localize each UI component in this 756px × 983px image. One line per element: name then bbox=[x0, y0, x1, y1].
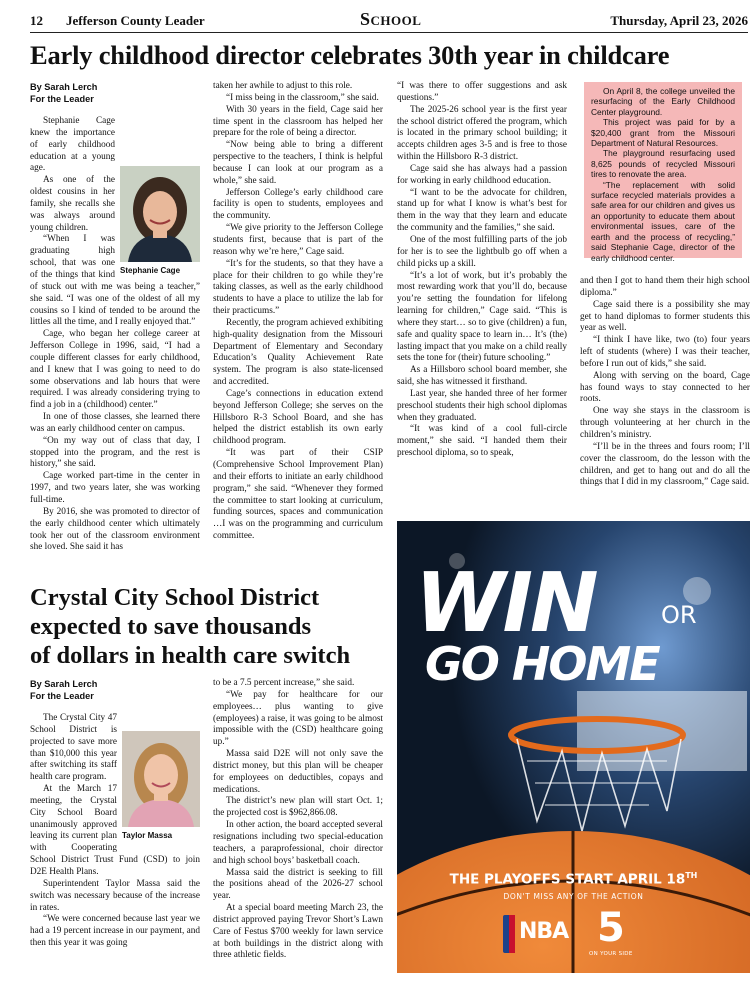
headline-line: Crystal City School District bbox=[30, 584, 320, 611]
article1-column-2 bbox=[213, 81, 383, 578]
paragraph: One of the most fulfilling parts of the job for her is to see the lightbulb go off when a child picks up a skill. bbox=[397, 234, 567, 269]
section-name: School bbox=[360, 9, 422, 29]
photo-stephanie-cage bbox=[120, 166, 200, 277]
paragraph: to be a 7.5 percent increase,” she said. bbox=[213, 678, 355, 688]
photo-taylor-massa bbox=[122, 731, 200, 842]
headline-line: expected to save thousands bbox=[30, 613, 312, 640]
article2-headline bbox=[30, 583, 390, 670]
paragraph: Cage said she has always had a passion for working in early childhood education. bbox=[397, 163, 567, 186]
paragraph: “It’s a lot of work, but it’s probably the most rewarding work that you’ll do, because you’re setting the foundation for lifelong learning for children,” Cage said. “This is where they start… so to give (children) a fun, safe and quality space to learn in… It’s (the) lasting impact that you make on a child really sets the tone for (their) future schooling.” bbox=[397, 270, 567, 364]
paragraph: The district’s new plan will start Oct. 1; the projected cost is $962,866.08. bbox=[213, 796, 383, 819]
article1-byline bbox=[30, 81, 97, 105]
ad-headline-go-home: GO HOME bbox=[425, 637, 659, 691]
channel-5-slogan: ON YOUR SIDE bbox=[589, 951, 633, 957]
issue-date: Thursday, April 23, 2026 bbox=[610, 13, 748, 28]
article2-byline bbox=[30, 678, 97, 702]
paragraph: As one of the oldest cousins in her family, she recalls she was always around young children. bbox=[30, 175, 115, 233]
photo-caption: Stephanie Cage bbox=[120, 266, 181, 275]
paragraph: and then I got to hand them their high school diploma.” bbox=[580, 276, 750, 298]
paragraph: By 2016, she was promoted to director of the early childhood center which ultimately took her out of the classroom environment she loved. She said it has bbox=[30, 506, 200, 553]
paragraph: “I was there to offer suggestions and ask questions.” bbox=[397, 81, 567, 103]
channel-5-number: 5 bbox=[597, 905, 625, 951]
paragraph: In one of those classes, she learned there was an early childhood center on campus. bbox=[30, 412, 200, 434]
sidebar-paragraph: This project was paid for by a $20,400 grant from the Missouri Department of Natural Resources. bbox=[591, 117, 735, 149]
playground-sidebar-box bbox=[584, 82, 742, 263]
paragraph: “Now being able to bring a different perspective to the teachers, I think is helpful because I can look at our program as a whole,” she said. bbox=[213, 140, 383, 186]
ad-tagline-text: THE PLAYOFFS START APRIL 18 bbox=[449, 871, 686, 888]
paragraph: “I think I have like, two (to) four years left of students (where) I was their teacher, before I run out of kids,” she said. bbox=[580, 335, 750, 369]
sidebar-paragraph: The playground resurfacing used 8,625 pounds of recycled Missouri tires to renovate the area. bbox=[591, 148, 735, 180]
paragraph: Massa said D2E will not only save the district money, but this plan will be cheaper for employees on deductibles, copays and medications. bbox=[213, 749, 383, 795]
paragraph: taken her awhile to adjust to this role. bbox=[213, 81, 353, 91]
page-folio bbox=[30, 8, 748, 33]
article2-column-2 bbox=[213, 678, 383, 975]
portrait-stephanie bbox=[120, 166, 200, 262]
article1-column-3 bbox=[397, 81, 567, 511]
paragraph: One way she stays in the classroom is through volunteering at her church in the children’s ministry. bbox=[580, 406, 750, 440]
paragraph: “I’ll be in the threes and fours room; I’ll cover the classroom, do the lesson with the children, and get to hang out and do all the things that I did in my classroom,” Cage said. bbox=[580, 441, 750, 488]
sidebar-paragraph: “The replacement with solid surface recycled materials provides a safe area for our children and gives us an opportunity to educate them about environmental issues, care of the earth and the process of recycling,” said Stephanie Cage, director of the early childhood center. bbox=[591, 179, 735, 263]
article1-column-4 bbox=[580, 276, 750, 516]
ad-tagline-sup: TH bbox=[685, 871, 698, 880]
paragraph: Cage said there is a possibility she may get to hand diplomas to former students this year as well. bbox=[580, 299, 750, 334]
paragraph: “On my way out of class that day, I stopped into the program, and the rest is history,” she said. bbox=[30, 435, 200, 470]
paper-name: Jefferson County Leader bbox=[66, 13, 205, 28]
paragraph: Cage, who began her college career at Jefferson College in 1996, said, “I had a couple different classes for early childhood, and I knew that I was going to need to do some observations and lab hours that were required. I was already considering trying to find a job in a (childhood) center.” bbox=[30, 329, 200, 411]
paragraph: “I want to be the advocate for children, stand up for what I know is what’s best for them in the way that they learn and educate the community and the families,” she said. bbox=[397, 187, 567, 234]
paragraph: Cage’s connections in education extend beyond Jefferson College; she serves on the Hillsboro R-3 School Board, and she has helped the district establish its own early childhood program. bbox=[213, 388, 383, 447]
nba-logo-mark-red bbox=[509, 915, 515, 953]
paragraph: Cage worked part-time in the center in 1997, and two years later, she was working full-time. bbox=[30, 471, 200, 505]
article2-column-1 bbox=[30, 713, 200, 975]
paragraph: Jefferson College’s early childhood care facility is open to students, employees and the community. bbox=[213, 187, 383, 222]
nba-logo bbox=[503, 915, 569, 953]
paragraph: Stephanie Cage knew the importance of early childhood education at a young age. bbox=[30, 116, 115, 174]
portrait-taylor bbox=[122, 731, 200, 827]
paragraph: Superintendent Taylor Massa said the switch was necessary because of the increase in rates. bbox=[30, 878, 200, 913]
article1-headline: Early childhood director celebrates 30th year in childcare bbox=[30, 40, 670, 70]
paragraph: At a special board meeting March 23, the district approved paying Trevor Short’s Lawn Care of Festus $700 weekly for lawn service at both buildings in the district along with three athletic fields. bbox=[213, 903, 383, 961]
headline-line: of dollars in health care switch bbox=[30, 642, 351, 669]
byline-org: For the Leader bbox=[30, 94, 94, 104]
paragraph: Recently, the program achieved exhibiting high-quality designation from the Missouri Department of Elementary and Secondary Education’s Quality Achievement Rate system. The program is also state-licensed and accredited. bbox=[213, 317, 383, 388]
nba-logo-text: NBA bbox=[519, 919, 569, 944]
ad-headline-or: OR bbox=[661, 601, 697, 629]
paragraph: “It was part of their CSIP (Comprehensive School Improvement Plan) and their efforts to initiate an early childhood program,” she said. “Whenever they formed the committee to start looking at curriculum, funding sources, spaces and communication …I was on the programming and curriculum committee. bbox=[213, 448, 383, 542]
byline-org: For the Leader bbox=[30, 691, 94, 701]
paragraph: “When I was graduating high school, that was one of the things that kind of stuck out with me was being a teacher,” she said. “I was one of the oldest of all my cousins so I kind of tended to be around the littles all the time, and I really enjoyed that.” bbox=[30, 234, 200, 328]
paragraph: Massa said the district is seeking to fill the positions ahead of the 2026-27 school year. bbox=[213, 867, 383, 902]
byline-author: By Sarah Lerch bbox=[30, 82, 98, 92]
ad-subline: DON'T MISS ANY OF THE ACTION bbox=[503, 892, 644, 901]
paragraph: “We give priority to the Jefferson College students first, because that is part of the reason why we’re here,” Cage said. bbox=[213, 223, 383, 257]
photo-caption: Taylor Massa bbox=[122, 831, 173, 840]
channel-5-logo bbox=[589, 905, 639, 959]
playoffs-advertisement[interactable] bbox=[397, 521, 750, 973]
page-number: 12 bbox=[30, 13, 43, 28]
paragraph: “It’s for the students, so that they have a place for their children to go while they’re taking classes, as well as the early childhood students to have a place to utilize the lab for their practicums.” bbox=[213, 258, 383, 317]
paragraph: In other action, the board accepted several resignations including two special-education teachers, a paraprofessional, choir director and high school boys’ basketball coach. bbox=[213, 820, 383, 866]
article1-column-1 bbox=[30, 116, 200, 578]
paragraph: “I miss being in the classroom,” she said. bbox=[226, 92, 379, 103]
ad-headline-win: WIN bbox=[415, 556, 596, 651]
paragraph: As a Hillsboro school board member, she said, she has witnessed it firsthand. bbox=[397, 365, 567, 388]
paragraph: At the March 17 meeting, the Crystal City School Board unanimously approved leaving its current plan with Cooperating School District Trust Fund (CSD) to join D2E Health Plans. bbox=[30, 784, 200, 877]
ad-tagline bbox=[397, 871, 750, 888]
paragraph: “We pay for healthcare for our employees… plus wanting to give (employees) a raise, it was going to be almost impossible with the (CSD) healthcare going up.” bbox=[213, 689, 383, 748]
paragraph: Along with serving on the board, Cage has found ways to stay connected to her roots. bbox=[580, 370, 750, 405]
byline-author: By Sarah Lerch bbox=[30, 679, 98, 689]
paragraph: The Crystal City 47 School District is projected to save more than $10,000 this year after switching its staff health care program. bbox=[30, 713, 117, 783]
sidebar-paragraph: On April 8, the college unveiled the resurfacing of the Early Childhood Center playground. bbox=[591, 86, 735, 117]
paragraph: “It was kind of a cool full-circle moment,” she said. “I handed them their preschool diploma, so to speak, bbox=[397, 424, 567, 459]
paragraph: “We were concerned because last year we had a 19 percent increase in our payment, and then this year it was going bbox=[30, 914, 200, 949]
paragraph: With 30 years in the field, Cage said her time spent in the classroom has helped her prepare for the role of being a director. bbox=[213, 104, 383, 139]
paragraph: Last year, she handed three of her former preschool students their high school diplomas when they graduated. bbox=[397, 388, 567, 423]
paragraph: The 2025-26 school year is the first year the school district offered the program, which is located in the primary school building; it accepts children ages 3-5 and is free to those within the Hillsboro R-3 district. bbox=[397, 104, 567, 163]
